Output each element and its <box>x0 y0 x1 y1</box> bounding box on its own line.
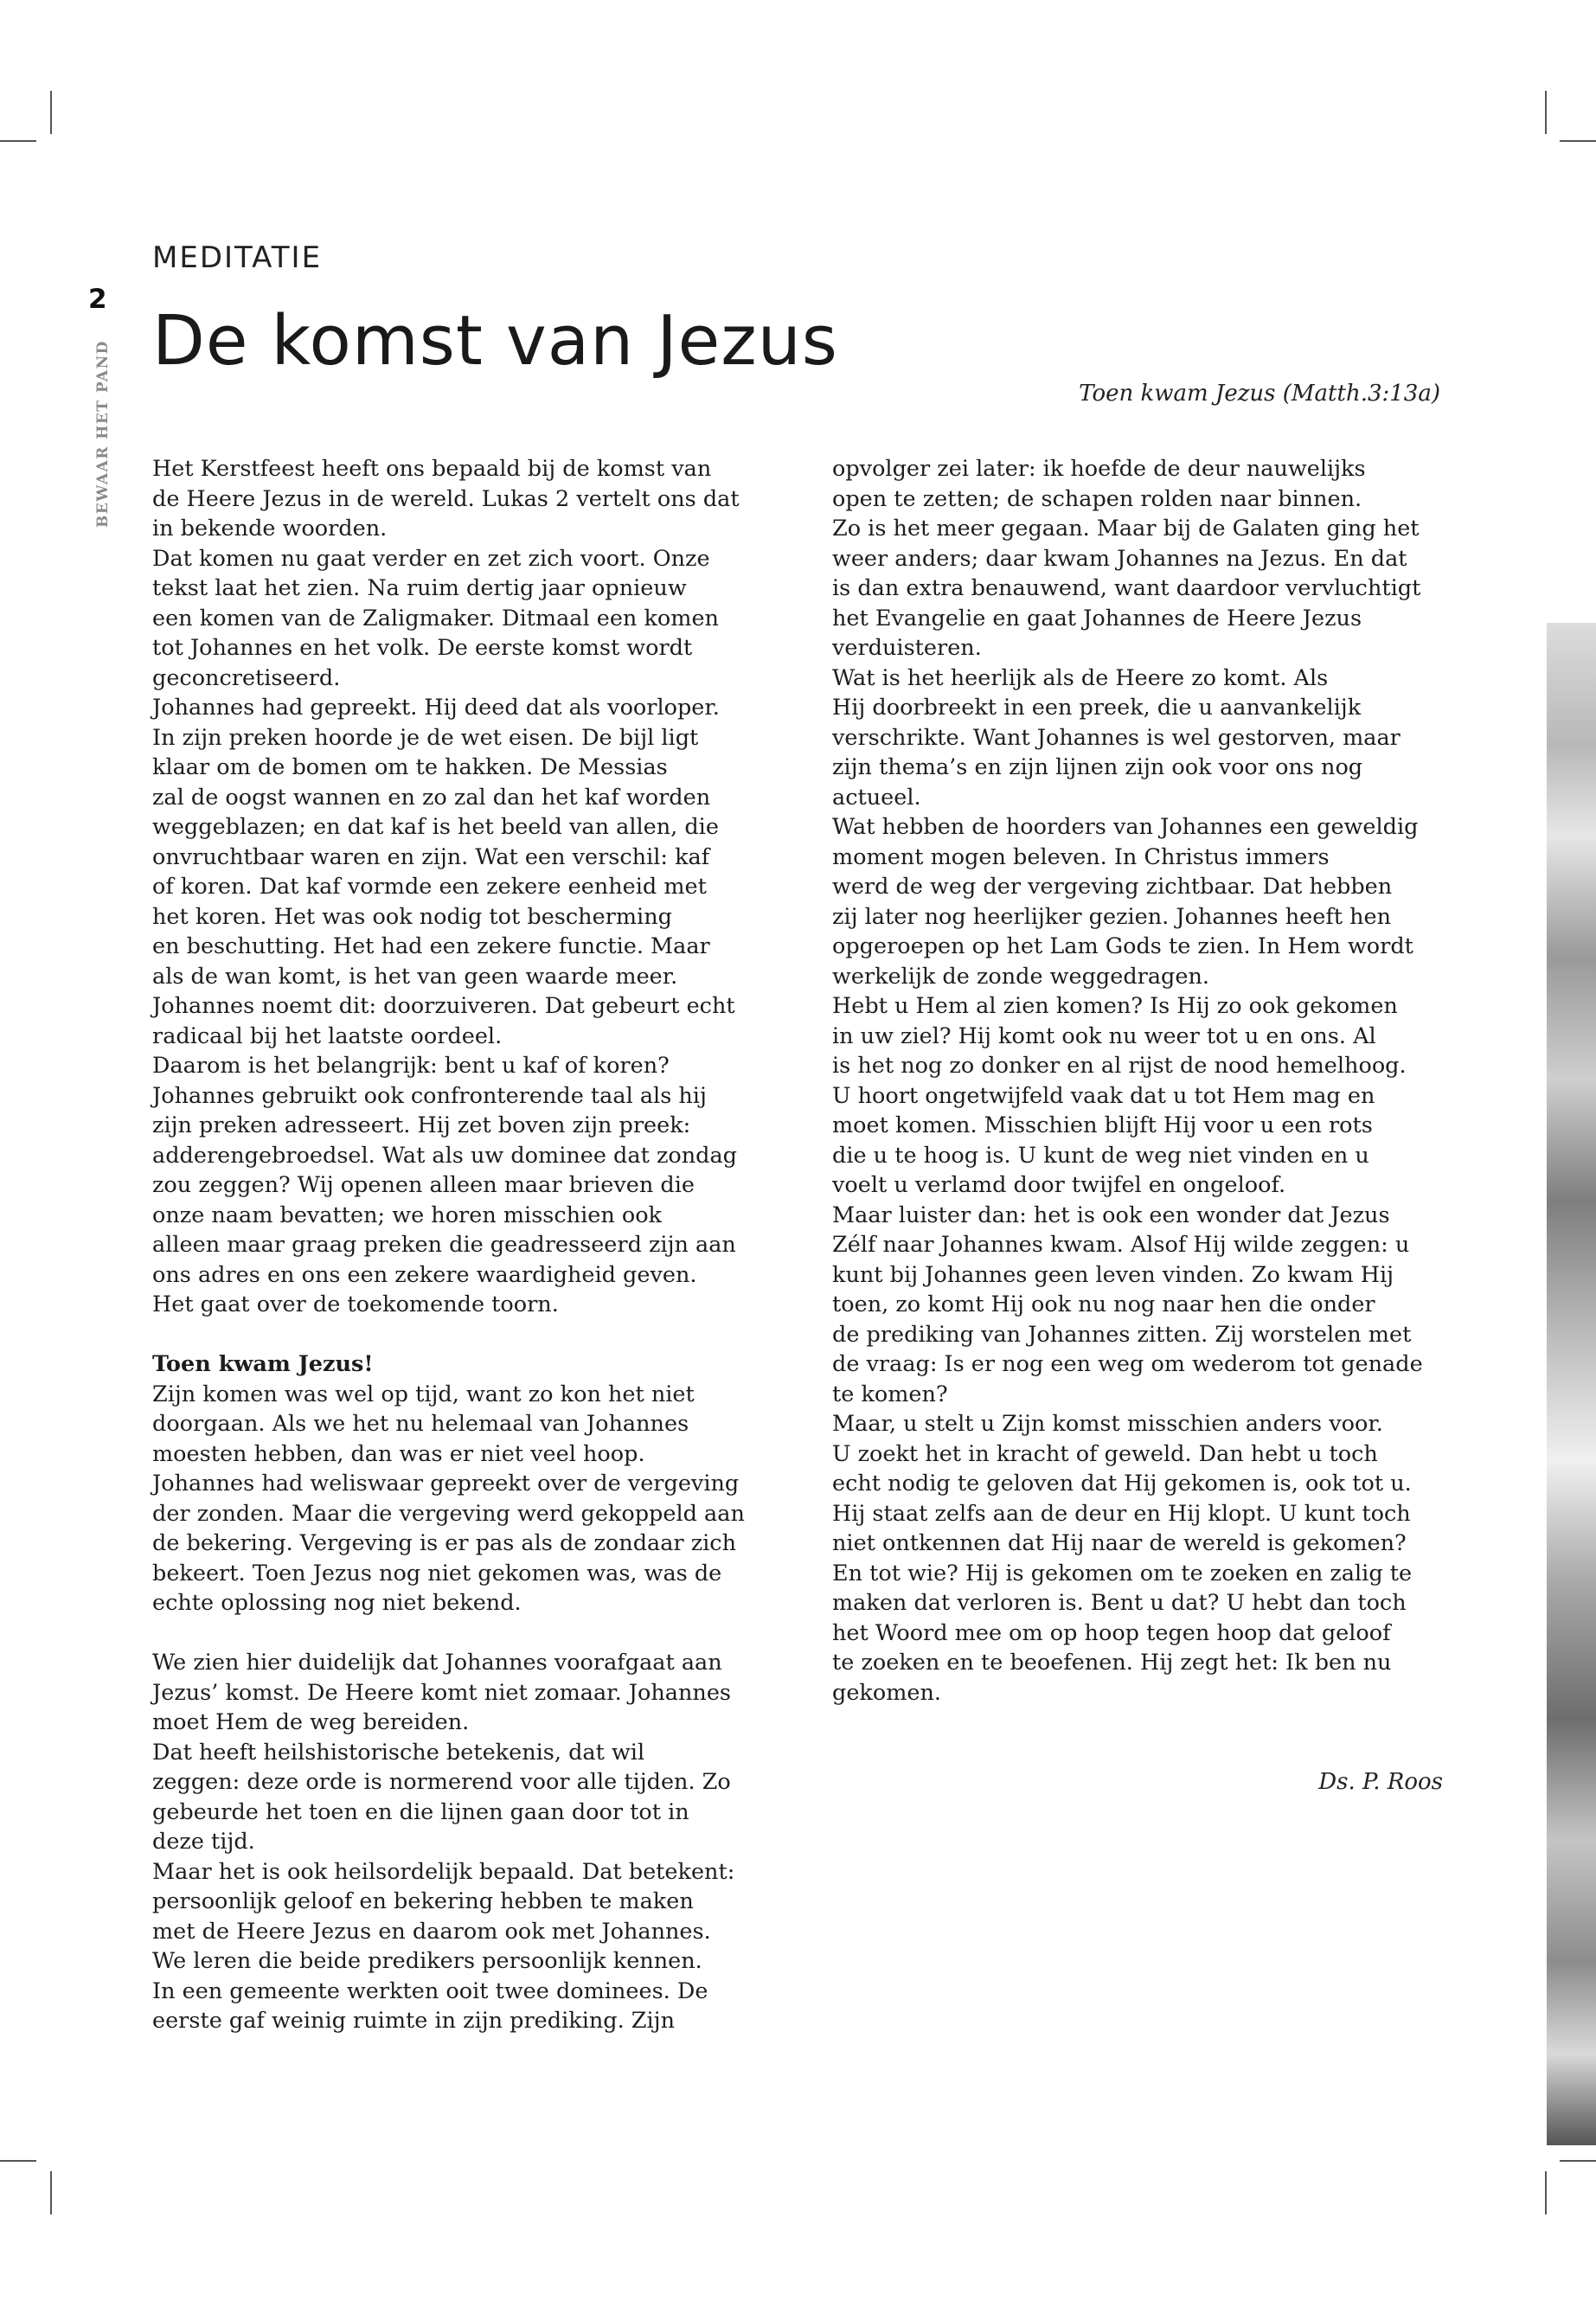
text-line: Zélf naar Johannes kwam. Alsof Hij wilde zeggen: u <box>832 1232 1410 1258</box>
text-line: is het nog zo donker en al rijst de nood hemelhoog. <box>832 1053 1407 1079</box>
text-line: kunt bij Johannes geen leven vinden. Zo kwam Hij <box>832 1261 1394 1288</box>
text-line: persoonlijk geloof en bekering hebben te maken <box>152 1888 694 1914</box>
text-line: ons adres en ons een zekere waardigheid geven. <box>152 1261 697 1288</box>
text-line: Het Kerstfeest heeft ons bepaald bij de komst van <box>152 456 712 482</box>
crop-mark <box>1545 2171 1547 2214</box>
edge-photo <box>1547 623 1596 2145</box>
epigraph: Toen kwam Jezus (Matth.3:13a) <box>1079 381 1440 407</box>
article-column-left <box>152 454 801 2036</box>
page-title: De komst van Jezus <box>152 301 838 381</box>
text-line: verschrikte. Want Johannes is wel gestorven, maar <box>832 724 1401 751</box>
text-line: voelt u verlamd door twijfel en ongeloof. <box>832 1172 1286 1198</box>
text-line: der zonden. Maar die vergeving werd gekoppeld aan <box>152 1500 745 1527</box>
text-line: U hoort ongetwijfeld vaak dat u tot Hem mag en <box>832 1082 1375 1109</box>
text-line: Dat komen nu gaat verder en zet zich voort. Onze <box>152 545 710 572</box>
text-line: Johannes gebruikt ook confronterende taal als hij <box>152 1082 707 1109</box>
text-line: open te zetten; de schapen rolden naar binnen. <box>832 485 1362 512</box>
text-line: alleen maar graag preken die geadresseerd zijn aan <box>152 1232 736 1258</box>
text-line: In een gemeente werkten ooit twee dominees. De <box>152 1977 708 2004</box>
text-line: echte oplossing nog niet bekend. <box>152 1590 522 1616</box>
text-line: Johannes had weliswaar gepreekt over de vergeving <box>152 1471 740 1497</box>
text-line: de prediking van Johannes zitten. Zij worstelen met <box>832 1321 1412 1348</box>
text-line: weer anders; daar kwam Johannes na Jezus. En dat <box>832 545 1407 572</box>
text-line: de bekering. Vergeving is er pas als de zondaar zich <box>152 1530 737 1556</box>
text-line: radicaal bij het laatste oordeel. <box>152 1022 503 1049</box>
text-line: moment mogen beleven. In Christus immers <box>832 843 1330 870</box>
crop-mark <box>0 2160 36 2162</box>
text-line: in bekende woorden. <box>152 516 388 542</box>
text-line: doorgaan. Als we het nu helemaal van Johannes <box>152 1411 689 1437</box>
text-line: eerste gaf weinig ruimte in zijn prediking. Zijn <box>152 2008 676 2034</box>
text-line: de vraag: Is er nog een weg om wederom tot genade <box>832 1351 1423 1377</box>
author-signature: Ds. P. Roos <box>1318 1769 1443 1795</box>
text-line: zal de oogst wannen en zo zal dan het kaf worden <box>152 784 711 811</box>
text-line: moet komen. Misschien blijft Hij voor u een rots <box>832 1112 1373 1138</box>
section-label: MEDITATIE <box>152 240 323 275</box>
crop-mark <box>0 140 36 142</box>
text-line: Zo is het meer gegaan. Maar bij de Galaten ging het <box>832 516 1420 542</box>
text-line: zij later nog heerlijker gezien. Johannes heeft hen <box>832 903 1392 930</box>
text-line: in uw ziel? Hij komt ook nu weer tot u en ons. Al <box>832 1022 1376 1049</box>
text-line: de Heere Jezus in de wereld. Lukas 2 vertelt ons dat <box>152 485 740 512</box>
text-line: Maar het is ook heilsordelijk bepaald. Dat betekent: <box>152 1858 735 1885</box>
text-line: En tot wie? Hij is gekomen om te zoeken en zalig te <box>832 1560 1413 1586</box>
text-line: toen, zo komt Hij ook nu nog naar hen die onder <box>832 1292 1375 1317</box>
text-line: deze tijd. <box>152 1829 255 1855</box>
text-line: Johannes noemt dit: doorzuiveren. Dat gebeurt echt <box>152 993 735 1019</box>
text-line: klaar om de bomen om te hakken. De Messias <box>152 754 668 780</box>
article-column-right <box>832 454 1481 1708</box>
text-line: het koren. Het was ook nodig tot bescherming <box>152 903 672 930</box>
text-line: actueel. <box>832 784 921 811</box>
text-line: Dat heeft heilshistorische betekenis, dat wil <box>152 1739 645 1766</box>
text-line <box>152 1618 801 1649</box>
crop-mark <box>1560 140 1596 142</box>
text-line: met de Heere Jezus en daarom ook met Johannes. <box>152 1918 711 1945</box>
running-head: BEWAAR HET PAND <box>94 340 112 528</box>
text-line: niet ontkennen dat Hij naar de wereld is gekomen? <box>832 1530 1407 1556</box>
text-line: Wat hebben de hoorders van Johannes een geweldig <box>832 814 1419 840</box>
text-line: maken dat verloren is. Bent u dat? U hebt dan toch <box>832 1590 1407 1616</box>
text-line: geconcretiseerd. <box>152 664 341 691</box>
text-line: Wat is het heerlijk als de Heere zo komt. Als <box>832 664 1329 691</box>
text-line: echt nodig te geloven dat Hij gekomen is, ook tot u. <box>832 1471 1412 1497</box>
text-line: tot Johannes en het volk. De eerste komst wordt <box>152 635 693 661</box>
text-line: Het gaat over de toekomende toorn. <box>152 1292 559 1317</box>
text-line: weggeblazen; en dat kaf is het beeld van allen, die <box>152 814 719 840</box>
text-line: U zoekt het in kracht of geweld. Dan hebt u toch <box>832 1440 1378 1467</box>
text-line: werkelijk de zonde weggedragen. <box>832 963 1209 990</box>
text-line: moet Hem de weg bereiden. <box>152 1709 470 1735</box>
text-line: tekst laat het zien. Na ruim dertig jaar opnieuw <box>152 575 687 601</box>
text-line: werd de weg der vergeving zichtbaar. Dat hebben <box>832 874 1393 900</box>
text-line: adderengebroedsel. Wat als uw dominee dat zondag <box>152 1142 737 1169</box>
text-line: bekeert. Toen Jezus nog niet gekomen was, was de <box>152 1560 722 1586</box>
text-line: als de wan komt, is het van geen waarde meer. <box>152 963 678 990</box>
text-line: zijn thema’s en zijn lijnen zijn ook voor ons nog <box>832 754 1363 780</box>
text-line: Zijn komen was wel op tijd, want zo kon het niet <box>152 1381 695 1407</box>
text-line: Hij doorbreekt in een preek, die u aanvankelijk <box>832 695 1362 721</box>
text-line: opvolger zei later: ik hoefde de deur nauwelijks <box>832 456 1366 482</box>
text-line <box>152 1320 801 1350</box>
crop-mark <box>50 2171 52 2214</box>
text-line: een komen van de Zaligmaker. Ditmaal een komen <box>152 605 719 631</box>
text-line: is dan extra benauwend, want daardoor vervluchtigt <box>832 575 1421 601</box>
page-number: 2 <box>88 284 107 315</box>
text-line: In zijn preken hoorde je de wet eisen. De bijl ligt <box>152 724 699 751</box>
text-line: die u te hoog is. U kunt de weg niet vinden en u <box>832 1142 1369 1169</box>
text-line: onze naam bevatten; we horen misschien ook <box>152 1202 663 1228</box>
crop-mark <box>50 91 52 134</box>
text-line: het Woord mee om op hoop tegen hoop dat geloof <box>832 1619 1391 1646</box>
text-line: of koren. Dat kaf vormde een zekere eenheid met <box>152 874 707 900</box>
crop-mark <box>1545 91 1547 134</box>
text-line: moesten hebben, dan was er niet veel hoop. <box>152 1440 645 1467</box>
text-line: te komen? <box>832 1381 948 1407</box>
text-line: gebeurde het toen en die lijnen gaan door tot in <box>152 1798 689 1825</box>
text-line: zeggen: deze orde is normerend voor alle tijden. Zo <box>152 1769 731 1795</box>
text-line: gekomen. <box>832 1679 942 1706</box>
text-line: Johannes had gepreekt. Hij deed dat als voorloper. <box>152 695 720 721</box>
text-line: Hebt u Hem al zien komen? Is Hij zo ook gekomen <box>832 993 1398 1019</box>
text-line: te zoeken en te beoefenen. Hij zegt het: Ik ben nu <box>832 1650 1392 1676</box>
text-line: We leren die beide predikers persoonlijk kennen. <box>152 1948 702 1974</box>
crop-mark <box>1560 2160 1596 2162</box>
text-line: verduisteren. <box>832 635 982 661</box>
text-line: het Evangelie en gaat Johannes de Heere Jezus <box>832 605 1362 631</box>
text-line: Maar, u stelt u Zijn komst misschien anders voor. <box>832 1411 1383 1437</box>
text-line: zou zeggen? Wij openen alleen maar brieven die <box>152 1172 695 1198</box>
text-line: onvruchtbaar waren en zijn. Wat een verschil: kaf <box>152 843 710 870</box>
text-line: opgeroepen op het Lam Gods te zien. In Hem wordt <box>832 933 1413 959</box>
text-line: en beschutting. Het had een zekere functie. Maar <box>152 933 710 959</box>
text-line: Maar luister dan: het is ook een wonder dat Jezus <box>832 1202 1390 1228</box>
text-line: zijn preken adresseert. Hij zet boven zijn preek: <box>152 1112 691 1138</box>
text-line: Jezus’ komst. De Heere komt niet zomaar. Johannes <box>152 1679 732 1706</box>
subheading: Toen kwam Jezus! <box>152 1351 374 1377</box>
text-line: Daarom is het belangrijk: bent u kaf of koren? <box>152 1053 670 1079</box>
text-line: We zien hier duidelijk dat Johannes voorafgaat aan <box>152 1650 722 1676</box>
text-line: Hij staat zelfs aan de deur en Hij klopt. U kunt toch <box>832 1500 1411 1527</box>
